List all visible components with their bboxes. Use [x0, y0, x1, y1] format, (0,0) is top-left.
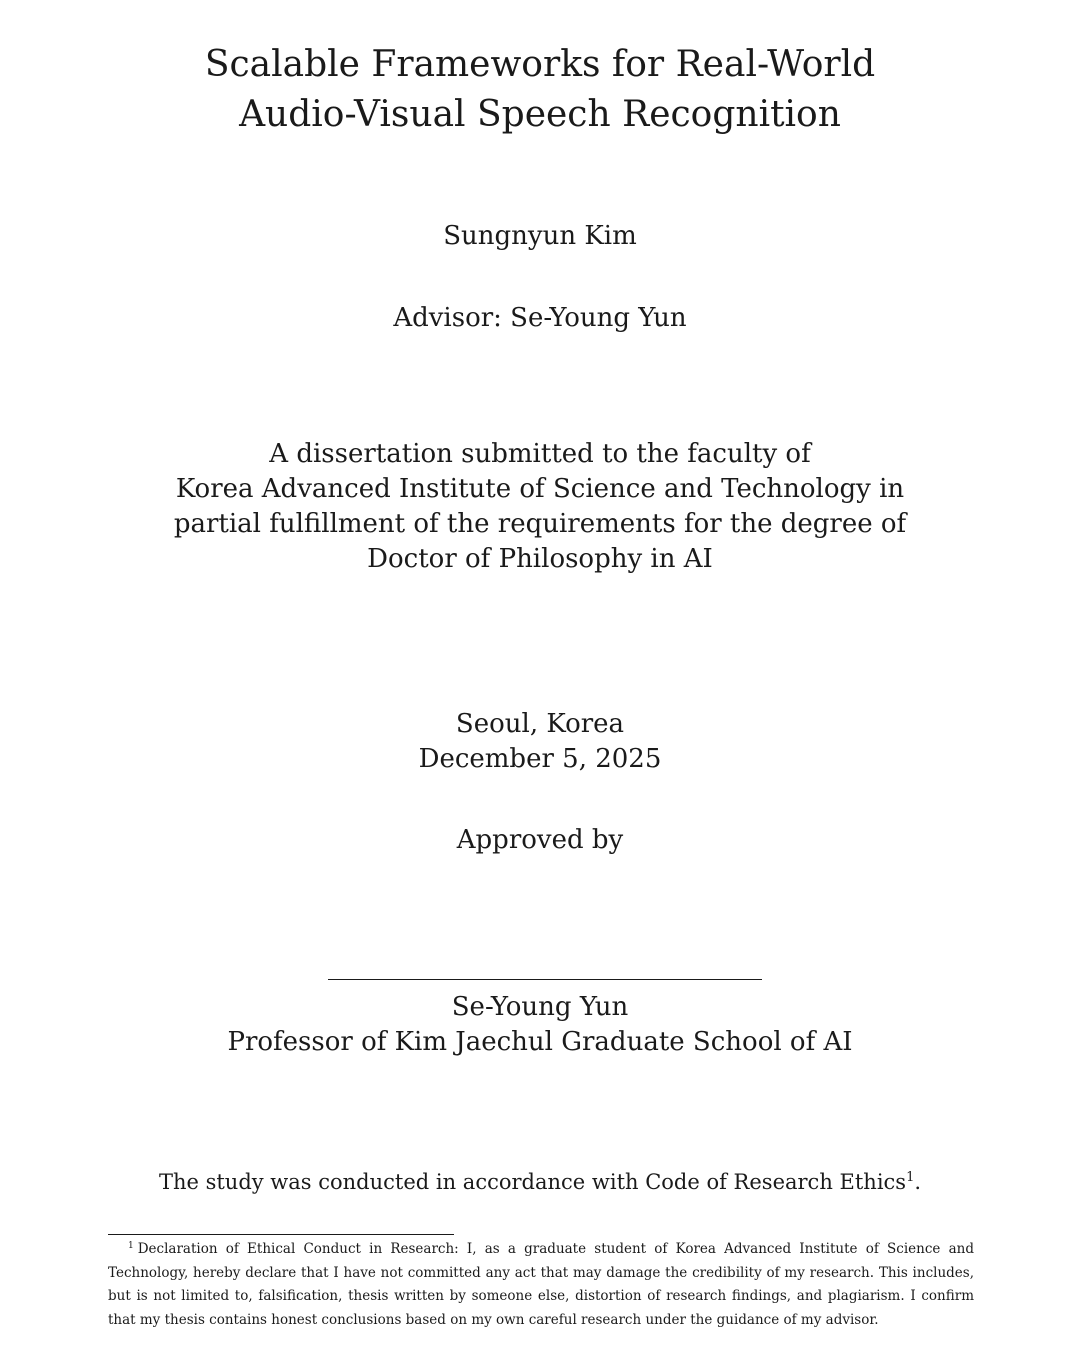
ethics-statement-text: The study was conducted in accordance with Code of Research Ethics: [158, 1170, 907, 1194]
thesis-title: [0, 40, 1080, 140]
thesis-title-line-2: Audio-Visual Speech Recognition: [239, 94, 841, 135]
footnote: [108, 1238, 974, 1332]
place-and-date: [0, 707, 1080, 777]
signature-line: [328, 979, 762, 980]
place: Seoul, Korea: [455, 709, 625, 739]
signer-name: Se-Young Yun: [451, 992, 629, 1022]
thesis-title-line-1: Scalable Frameworks for Real-World: [204, 44, 876, 85]
approved-by-label: Approved by: [456, 825, 624, 855]
author-name: Sungnyun Kim: [443, 221, 637, 251]
ethics-statement: [0, 1166, 1080, 1198]
footnote-text: Declaration of Ethical Conduct in Research: I, as a graduate student of Korea Advanced Institute of Science and Technology, hereby declare that I have not committed any act that may damage the credibility of my research. This includes, but is not limited to, falsification, thesis written by someone else, distortion of research findings, and plagiarism. I confirm that my thesis contains honest conclusions based on my own careful research under the guidance of my advisor.: [108, 1241, 974, 1328]
ethics-statement-end: .: [914, 1170, 922, 1194]
signer-position: Professor of Kim Jaechul Graduate School of AI: [227, 1027, 853, 1057]
advisor-line: Advisor: Se-Young Yun: [393, 303, 687, 333]
signer-block: [0, 990, 1080, 1060]
footnote-rule: [108, 1234, 454, 1235]
date: December 5, 2025: [418, 744, 662, 774]
dissertation-line-2: Korea Advanced Institute of Science and Technology in: [175, 474, 905, 504]
ethics-footnote-mark: 1: [906, 1170, 915, 1185]
dissertation-line-3: partial fulfillment of the requirements for the degree of: [173, 509, 907, 539]
footnote-mark: 1: [128, 1240, 134, 1251]
dissertation-line-4: Doctor of Philosophy in AI: [367, 544, 713, 574]
dissertation-line-1: A dissertation submitted to the faculty of: [269, 439, 811, 469]
dissertation-statement: [0, 437, 1080, 577]
